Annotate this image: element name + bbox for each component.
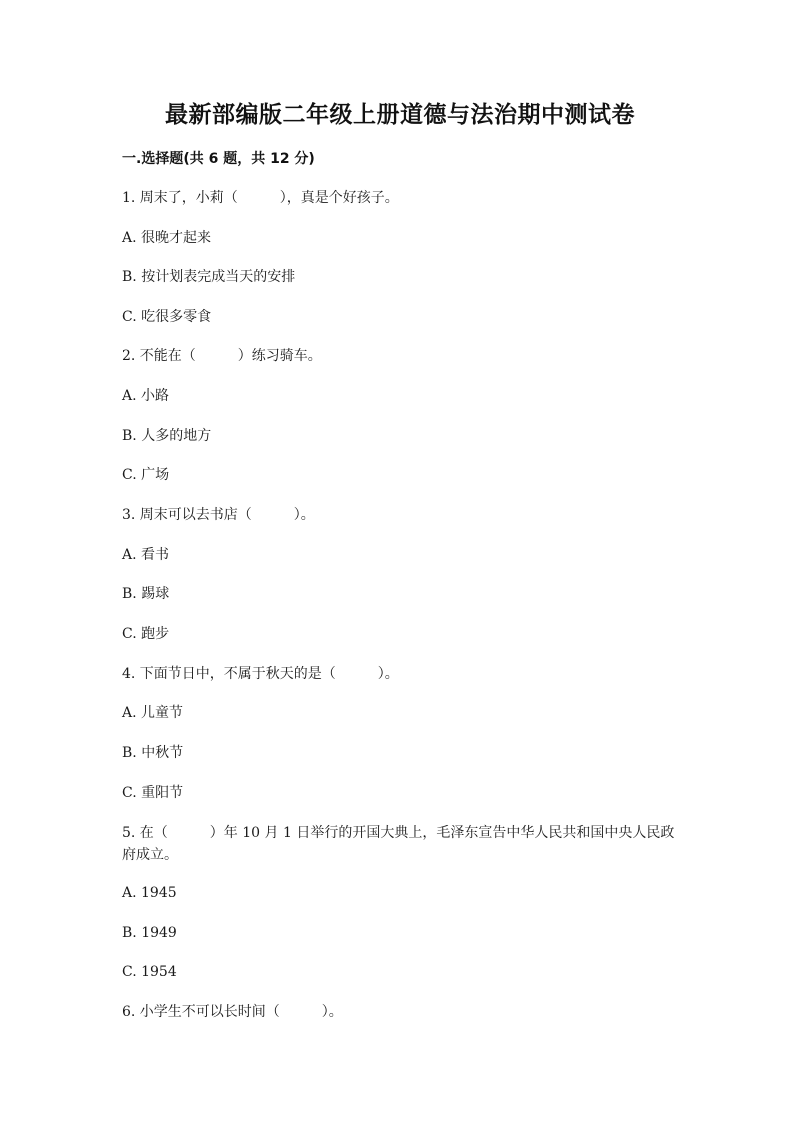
question-stem-6: 6. 小学生不可以长时间（ ）。 [122,1004,343,1020]
question-3-option-c: C. 跑步 [122,626,170,642]
question-stem-2: 2. 不能在（ ）练习骑车。 [122,348,322,364]
question-stem-4: 4. 下面节日中，不属于秋天的是（ ）。 [122,666,399,682]
question-4-option-a: A. 儿童节 [122,705,184,721]
question-1-option-a: A. 很晚才起来 [122,230,212,246]
question-stem-1: 1. 周末了，小莉（ ），真是个好孩子。 [122,190,399,206]
question-4-option-c: C. 重阳节 [122,785,184,801]
section-heading: 一.选择题(共 6 题，共 12 分) [122,151,315,167]
question-1-option-b: B. 按计划表完成当天的安排 [122,269,296,285]
question-5-option-b: B. 1949 [122,925,177,941]
question-4-option-b: B. 中秋节 [122,745,184,761]
question-1-option-c: C. 吃很多零食 [122,309,212,325]
question-stem-5: 5. 在（ ）年 10 月 1 日举行的开国大典上，毛泽东宣告中华人民共和国中央人民政府成立。 [122,825,675,863]
question-5-option-c: C. 1954 [122,964,177,980]
question-3-option-b: B. 踢球 [122,586,170,602]
question-3-option-a: A. 看书 [122,547,170,563]
question-2-option-c: C. 广场 [122,467,170,483]
question-stem-3: 3. 周末可以去书店（ ）。 [122,507,315,523]
question-2-option-a: A. 小路 [122,388,170,404]
question-5-option-a: A. 1945 [122,885,177,901]
page-title: 最新部编版二年级上册道德与法治期中测试卷 [165,102,635,128]
question-2-option-b: B. 人多的地方 [122,428,212,444]
